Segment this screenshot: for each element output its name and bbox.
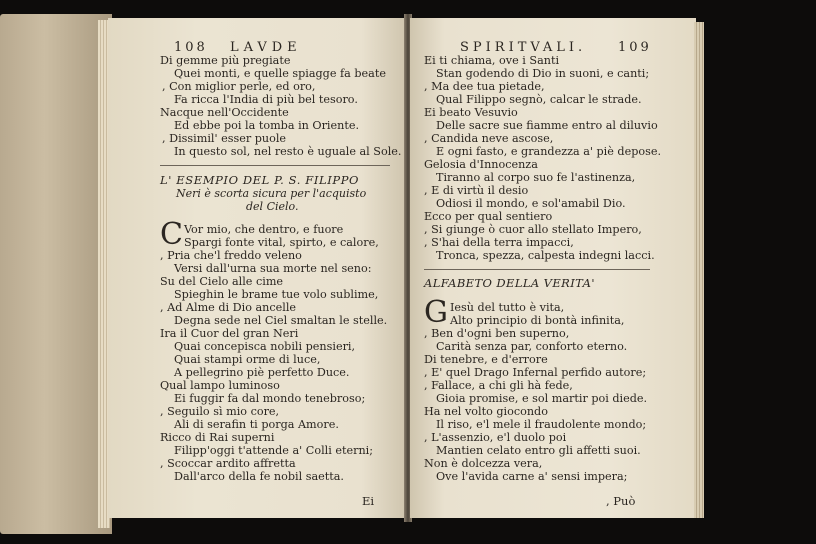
text-line: Ove l'avida carne a' sensi impera; bbox=[436, 470, 628, 483]
text-line: A pellegrino piè perfetto Duce. bbox=[174, 366, 350, 379]
section-title: ALFABETO DELLA VERITA' bbox=[424, 276, 595, 290]
section-subtitle: del Cielo. bbox=[246, 200, 299, 213]
text-line: , Seguilo sì mio core, bbox=[160, 405, 280, 418]
text-line: Quai concepisca nobili pensieri, bbox=[174, 340, 356, 353]
text-line: Carità senza par, conforto eterno. bbox=[436, 340, 628, 353]
text-line: , Dissimil' esser puole bbox=[162, 132, 287, 145]
text-line: , S'hai della terra impacci, bbox=[424, 236, 574, 249]
section-rule bbox=[424, 269, 650, 270]
running-head-right: SPIRITVALI. bbox=[460, 40, 587, 55]
text-line: Qual Filippo segnò, calcar le strade. bbox=[436, 93, 642, 106]
text-line: Mantien celato entro gli affetti suoi. bbox=[436, 444, 641, 457]
page-edges-right bbox=[694, 22, 704, 518]
text-line: Ei ti chiama, ove i Santi bbox=[424, 54, 560, 67]
text-line: , E di virtù il desio bbox=[424, 184, 529, 197]
text-line: Ira il Cuor del gran Neri bbox=[160, 327, 299, 340]
text-line: Dall'arco della fe nobil saetta. bbox=[174, 470, 344, 483]
text-line: , Candida neve ascose, bbox=[424, 132, 554, 145]
text-line: Quai stampi orme di luce, bbox=[174, 353, 321, 366]
drop-cap: C bbox=[160, 217, 183, 252]
text-line: Ricco di Rai superni bbox=[160, 431, 275, 444]
text-line: Vor mio, che dentro, e fuore bbox=[184, 223, 344, 236]
text-line: , Con miglior perle, ed oro, bbox=[162, 80, 316, 93]
catchword-right: , Può bbox=[606, 494, 636, 508]
text-line: Iesù del tutto è vita, bbox=[450, 301, 565, 314]
text-line: Ei beato Vesuvio bbox=[424, 106, 518, 119]
page-number-left: 108 bbox=[174, 40, 208, 55]
text-line: In questo sol, nel resto è uguale al Sole. bbox=[174, 145, 402, 158]
text-line: , Si giunge ò cuor allo stellato Impero, bbox=[424, 223, 642, 236]
text-line: Non è dolcezza vera, bbox=[424, 457, 543, 470]
text-line: Gelosia d'Innocenza bbox=[424, 158, 538, 171]
text-line: , Ben d'ogni ben superno, bbox=[424, 327, 570, 340]
left-page bbox=[108, 18, 406, 518]
text-line: Spargi fonte vital, spirto, e calore, bbox=[184, 236, 379, 249]
text-line: Delle sacre sue fiamme entro al diluvio bbox=[436, 119, 658, 132]
text-line: Tiranno al corpo suo fe l'astinenza, bbox=[436, 171, 636, 184]
text-line: , Fallace, a chi gli hà fede, bbox=[424, 379, 573, 392]
text-line: Il riso, e'l mele il fraudolente mondo; bbox=[436, 418, 647, 431]
text-line: Ha nel volto giocondo bbox=[424, 405, 548, 418]
right-page bbox=[410, 18, 696, 518]
text-line: E ogni fasto, e grandezza a' piè depose. bbox=[436, 145, 662, 158]
text-line: Ali di serafin ti porga Amore. bbox=[174, 418, 339, 431]
book-cover-left bbox=[0, 14, 112, 534]
section-rule bbox=[160, 165, 390, 166]
text-line: Di tenebre, e d'errore bbox=[424, 353, 548, 366]
text-line: Stan godendo di Dio in suoni, e canti; bbox=[436, 67, 650, 80]
text-line: Filipp'oggi t'attende a' Colli eterni; bbox=[174, 444, 374, 457]
text-line: Tronca, spezza, calpesta indegni lacci. bbox=[436, 249, 655, 262]
text-line: Quei monti, e quelle spiagge fa beate bbox=[174, 67, 386, 80]
text-line: Su del Cielo alle cime bbox=[160, 275, 284, 288]
text-line: Degna sede nel Ciel smaltan le stelle. bbox=[174, 314, 388, 327]
text-line: Ecco per qual sentiero bbox=[424, 210, 553, 223]
running-head-left: LAVDE bbox=[230, 40, 302, 55]
section-title: L' ESEMPIO DEL P. S. FILIPPO bbox=[160, 173, 360, 187]
section-subtitle: Neri è scorta sicura per l'acquisto bbox=[176, 187, 367, 200]
text-line: Di gemme più pregiate bbox=[160, 54, 291, 67]
text-line: Qual lampo luminoso bbox=[160, 379, 280, 392]
text-line: , Ad Alme di Dio ancelle bbox=[160, 301, 297, 314]
drop-cap: G bbox=[424, 295, 448, 330]
catchword-left: Ei bbox=[362, 494, 375, 508]
text-line: Odiosi il mondo, e sol'amabil Dio. bbox=[436, 197, 626, 210]
text-line: Spieghin le brame tue volo sublime, bbox=[174, 288, 379, 301]
text-line: , E' quel Drago Infernal perfido autore; bbox=[424, 366, 647, 379]
page-number-right: 109 bbox=[618, 40, 652, 55]
text-line: , Scoccar ardito affretta bbox=[160, 457, 296, 470]
text-line: Ei fuggir fa dal mondo tenebroso; bbox=[174, 392, 366, 405]
text-line: , Pria che'l freddo veleno bbox=[160, 249, 302, 262]
text-line: Fa ricca l'India di più bel tesoro. bbox=[174, 93, 358, 106]
text-line: , Ma dee tua pietade, bbox=[424, 80, 545, 93]
text-line: Ed ebbe poi la tomba in Oriente. bbox=[174, 119, 360, 132]
text-line: , L'assenzio, e'l duolo poi bbox=[424, 431, 567, 444]
text-line: Gioia promise, e sol martir poi diede. bbox=[436, 392, 648, 405]
text-line: Nacque nell'Occidente bbox=[160, 106, 289, 119]
text-line: Alto principio di bontà infinita, bbox=[450, 314, 625, 327]
text-line: Versi dall'urna sua morte nel seno: bbox=[174, 262, 372, 275]
